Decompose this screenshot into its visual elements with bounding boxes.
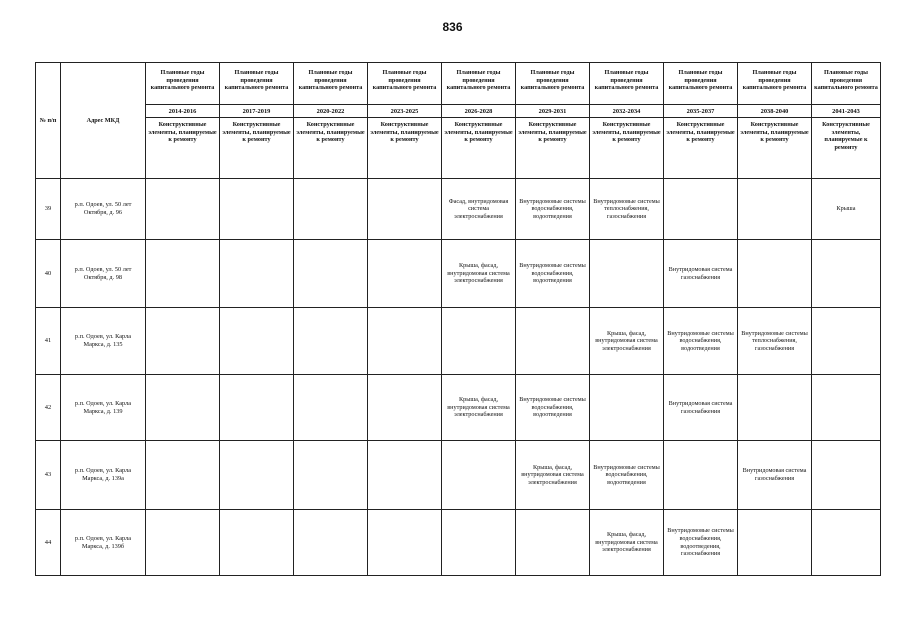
repair-cell: Внутридомовые системы водоснабжения, водоотведения, газоснабжения xyxy=(664,510,738,576)
repair-cell xyxy=(294,441,368,510)
header-sub-label: Конструктивные элементы, планируемые к ремонту xyxy=(516,118,590,179)
repair-cell xyxy=(368,308,442,375)
header-years: 2026-2028 xyxy=(442,105,516,118)
repair-cell xyxy=(146,510,220,576)
repair-cell xyxy=(664,441,738,510)
header-period-title: Плановые годы проведения капитального ремонта xyxy=(812,63,881,105)
table-row xyxy=(36,510,881,576)
header-sub-label: Конструктивные элементы, планируемые к ремонту xyxy=(294,118,368,179)
repair-cell xyxy=(738,375,812,441)
repair-cell: Фасад, внутридомовая система электроснабжения xyxy=(442,179,516,240)
repair-cell: Внутридомовые системы теплоснабжения, газоснабжения xyxy=(590,179,664,240)
header-sub-label: Конструктивные элементы, планируемые к ремонту xyxy=(220,118,294,179)
header-period-title: Плановые годы проведения капитального ремонта xyxy=(516,63,590,105)
repair-cell xyxy=(738,240,812,308)
repair-cell xyxy=(294,375,368,441)
row-address: р.п. Одоев, ул. Карла Маркса, д. 139а xyxy=(61,441,146,510)
row-address: р.п. Одоев, ул. Карла Маркса, д. 139б xyxy=(61,510,146,576)
repair-cell: Крыша, фасад, внутридомовая система электроснабжения xyxy=(442,375,516,441)
repair-cell: Крыша xyxy=(812,179,881,240)
repair-cell xyxy=(516,510,590,576)
header-years: 2020-2022 xyxy=(294,105,368,118)
repair-cell xyxy=(738,179,812,240)
repair-cell xyxy=(368,510,442,576)
repair-cell xyxy=(146,240,220,308)
page-number: 836 xyxy=(442,20,463,34)
repair-cell: Внутридомовые системы водоснабжения, водоотведения xyxy=(516,375,590,441)
row-address: р.п. Одоев, ул. 50 лет Октября, д. 96 xyxy=(61,179,146,240)
repair-cell xyxy=(812,510,881,576)
header-address: Адрес МКД xyxy=(61,63,146,179)
repair-cell xyxy=(590,240,664,308)
repair-cell: Крыша, фасад, внутридомовая система электроснабжения xyxy=(590,308,664,375)
header-period-title: Плановые годы проведения капитального ремонта xyxy=(294,63,368,105)
header-years: 2038-2040 xyxy=(738,105,812,118)
repair-cell xyxy=(812,240,881,308)
row-number: 44 xyxy=(36,510,61,576)
row-address: р.п. Одоев, ул. Карла Маркса, д. 135 xyxy=(61,308,146,375)
header-sub-label: Конструктивные элементы, планируемые к ремонту xyxy=(442,118,516,179)
header-row-sub xyxy=(36,118,881,179)
repair-cell: Крыша, фасад, внутридомовая система электроснабжения xyxy=(590,510,664,576)
table-row xyxy=(36,179,881,240)
repair-cell xyxy=(368,375,442,441)
row-address: р.п. Одоев, ул. 50 лет Октября, д. 98 xyxy=(61,240,146,308)
header-sub-label: Конструктивные элементы, планируемые к ремонту xyxy=(368,118,442,179)
repair-cell xyxy=(146,308,220,375)
repair-cell xyxy=(368,240,442,308)
header-row-titles xyxy=(36,63,881,105)
repair-cell: Внутридомовые системы водоснабжения, водоотведения xyxy=(590,441,664,510)
repair-cell xyxy=(812,375,881,441)
header-sub-label: Конструктивные элементы, планируемые к ремонту xyxy=(590,118,664,179)
repair-cell xyxy=(220,179,294,240)
row-number: 39 xyxy=(36,179,61,240)
header-sub-label: Конструктивные элементы, планируемые к ремонту xyxy=(738,118,812,179)
repair-cell: Внутридомовая система газоснабжения xyxy=(664,240,738,308)
header-num: № п/п xyxy=(36,63,61,179)
repair-cell xyxy=(590,375,664,441)
header-years: 2023-2025 xyxy=(368,105,442,118)
repair-cell xyxy=(516,308,590,375)
repair-cell: Внутридомовые системы водоснабжения, водоотведения xyxy=(516,240,590,308)
repair-cell: Внутридомовые системы водоснабжения, водоотведения xyxy=(516,179,590,240)
table-row xyxy=(36,375,881,441)
repair-cell: Внутридомовая система газоснабжения xyxy=(738,441,812,510)
table-row xyxy=(36,240,881,308)
header-years: 2014-2016 xyxy=(146,105,220,118)
header-period-title: Плановые годы проведения капитального ремонта xyxy=(442,63,516,105)
repair-cell xyxy=(442,441,516,510)
header-period-title: Плановые годы проведения капитального ремонта xyxy=(368,63,442,105)
repair-cell xyxy=(294,240,368,308)
repair-cell xyxy=(220,375,294,441)
repair-cell xyxy=(294,179,368,240)
table-row xyxy=(36,308,881,375)
repair-cell xyxy=(220,510,294,576)
row-number: 41 xyxy=(36,308,61,375)
header-period-title: Плановые годы проведения капитального ремонта xyxy=(664,63,738,105)
row-number: 42 xyxy=(36,375,61,441)
capital-repair-table xyxy=(35,62,881,576)
repair-cell xyxy=(442,308,516,375)
header-period-title: Плановые годы проведения капитального ремонта xyxy=(590,63,664,105)
repair-cell xyxy=(368,179,442,240)
header-period-title: Плановые годы проведения капитального ремонта xyxy=(220,63,294,105)
row-number: 43 xyxy=(36,441,61,510)
repair-cell: Внутридомовая система газоснабжения xyxy=(664,375,738,441)
repair-cell xyxy=(220,441,294,510)
repair-cell xyxy=(664,179,738,240)
header-years: 2035-2037 xyxy=(664,105,738,118)
row-number: 40 xyxy=(36,240,61,308)
header-years: 2017-2019 xyxy=(220,105,294,118)
repair-cell: Внутридомовые системы теплоснабжения, газоснабжения xyxy=(738,308,812,375)
table-row xyxy=(36,441,881,510)
header-row-years xyxy=(36,105,881,118)
repair-cell xyxy=(442,510,516,576)
repair-cell xyxy=(294,510,368,576)
repair-cell: Внутридомовые системы водоснабжения, водоотведения xyxy=(664,308,738,375)
repair-cell xyxy=(146,375,220,441)
row-address: р.п. Одоев, ул. Карла Маркса, д. 139 xyxy=(61,375,146,441)
repair-cell xyxy=(220,240,294,308)
header-years: 2029-2031 xyxy=(516,105,590,118)
header-sub-label: Конструктивные элементы, планируемые к ремонту xyxy=(664,118,738,179)
table-header xyxy=(36,63,881,179)
repair-cell xyxy=(146,179,220,240)
repair-cell xyxy=(812,441,881,510)
repair-cell: Крыша, фасад, внутридомовая система электроснабжения xyxy=(442,240,516,308)
repair-cell xyxy=(220,308,294,375)
repair-cell xyxy=(368,441,442,510)
repair-cell xyxy=(146,441,220,510)
header-years: 2032-2034 xyxy=(590,105,664,118)
header-sub-label: Конструктивные элементы, планируемые к ремонту xyxy=(146,118,220,179)
table-body xyxy=(36,179,881,576)
repair-cell xyxy=(294,308,368,375)
repair-cell xyxy=(738,510,812,576)
header-period-title: Плановые годы проведения капитального ремонта xyxy=(738,63,812,105)
repair-cell: Крыша, фасад, внутридомовая система электроснабжения xyxy=(516,441,590,510)
repair-cell xyxy=(812,308,881,375)
header-sub-label: Конструктивные элементы, планируемые к ремонту xyxy=(812,118,881,179)
header-period-title: Плановые годы проведения капитального ремонта xyxy=(146,63,220,105)
header-years: 2041-2043 xyxy=(812,105,881,118)
